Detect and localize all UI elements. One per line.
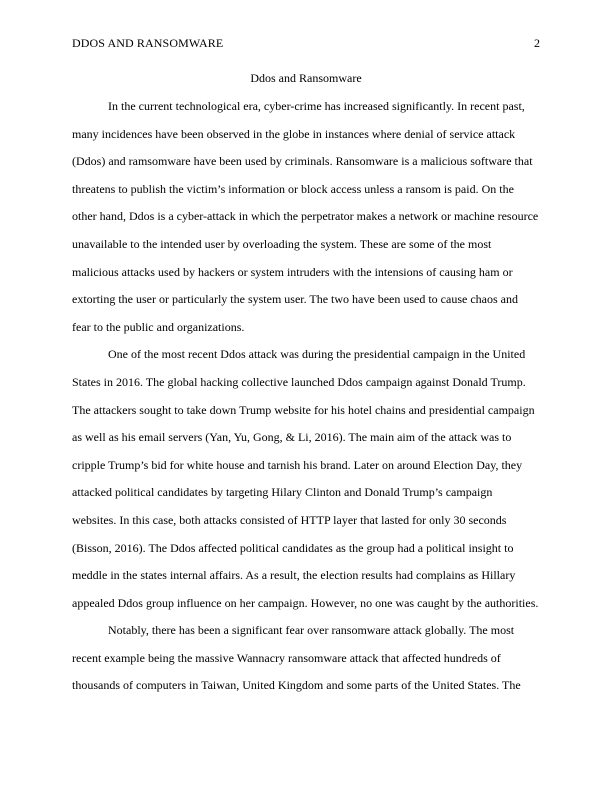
text-line: many incidences have been observed in the globe in instances where denial of service attack	[72, 126, 516, 141]
text-line: other hand, Ddos is a cyber-attack in which the perpetrator makes a network or machine resource	[72, 209, 539, 224]
text-line: as well as his email servers (Yan, Yu, Gong, & Li, 2016). The main aim of the attack was to	[72, 430, 512, 445]
paragraph-1	[72, 96, 540, 344]
text-line: recent example being the massive Wannacry ransomware attack that affected hundreds of	[72, 650, 501, 665]
text-line: In the current technological era, cyber-crime has increased significantly. In recent past,	[108, 99, 525, 113]
text-line: The attackers sought to take down Trump website for his hotel chains and presidential campaign	[72, 402, 535, 417]
text-line: cripple Trump’s bid for white house and tarnish his brand. Later on around Election Day, they	[72, 457, 523, 472]
document-title: Ddos and Ransomware	[250, 71, 362, 85]
page-number: 2	[534, 36, 540, 50]
running-head: DDOS AND RANSOMWARE	[72, 36, 224, 50]
text-line: malicious attacks used by hackers or system intruders with the intensions of causing ham or	[72, 264, 513, 279]
text-line: attacked political candidates by targeting Hilary Clinton and Donald Trump’s campaign	[72, 485, 493, 500]
text-line: Notably, there has been a significant fear over ransomware attack globally. The most	[108, 623, 515, 638]
paragraph-2	[72, 344, 540, 620]
text-line: (Bisson, 2016). The Ddos affected political candidates as the group had a political insight to	[72, 540, 514, 555]
text-line: appealed Ddos group influence on her campaign. However, no one was caught by the authorities.	[72, 595, 539, 610]
text-line: unavailable to the intended user by overloading the system. These are some of the most	[72, 236, 492, 251]
text-line: (Ddos) and ramsomware have been used by criminals. Ransomware is a malicious software that	[72, 154, 533, 169]
text-line: One of the most recent Ddos attack was during the presidential campaign in the United	[108, 347, 526, 362]
text-line: States in 2016. The global hacking collective launched Ddos campaign against Donald Trump.	[72, 374, 526, 389]
text-line: websites. In this case, both attacks consisted of HTTP layer that lasted for only 30 seconds	[72, 512, 507, 527]
text-line: meddle in the states internal affairs. As a result, the election results had complains as Hillary	[72, 568, 516, 583]
text-line: threatens to publish the victim’s information or block access unless a ransom is paid. On the	[72, 181, 514, 196]
text-line: fear to the public and organizations.	[72, 319, 245, 334]
text-line: extorting the user or particularly the system user. The two have been used to cause chaos and	[72, 292, 518, 307]
document-body	[72, 68, 540, 703]
text-line: thousands of computers in Taiwan, United Kingdom and some parts of the United States. The	[72, 678, 521, 693]
paragraph-3	[72, 620, 540, 703]
